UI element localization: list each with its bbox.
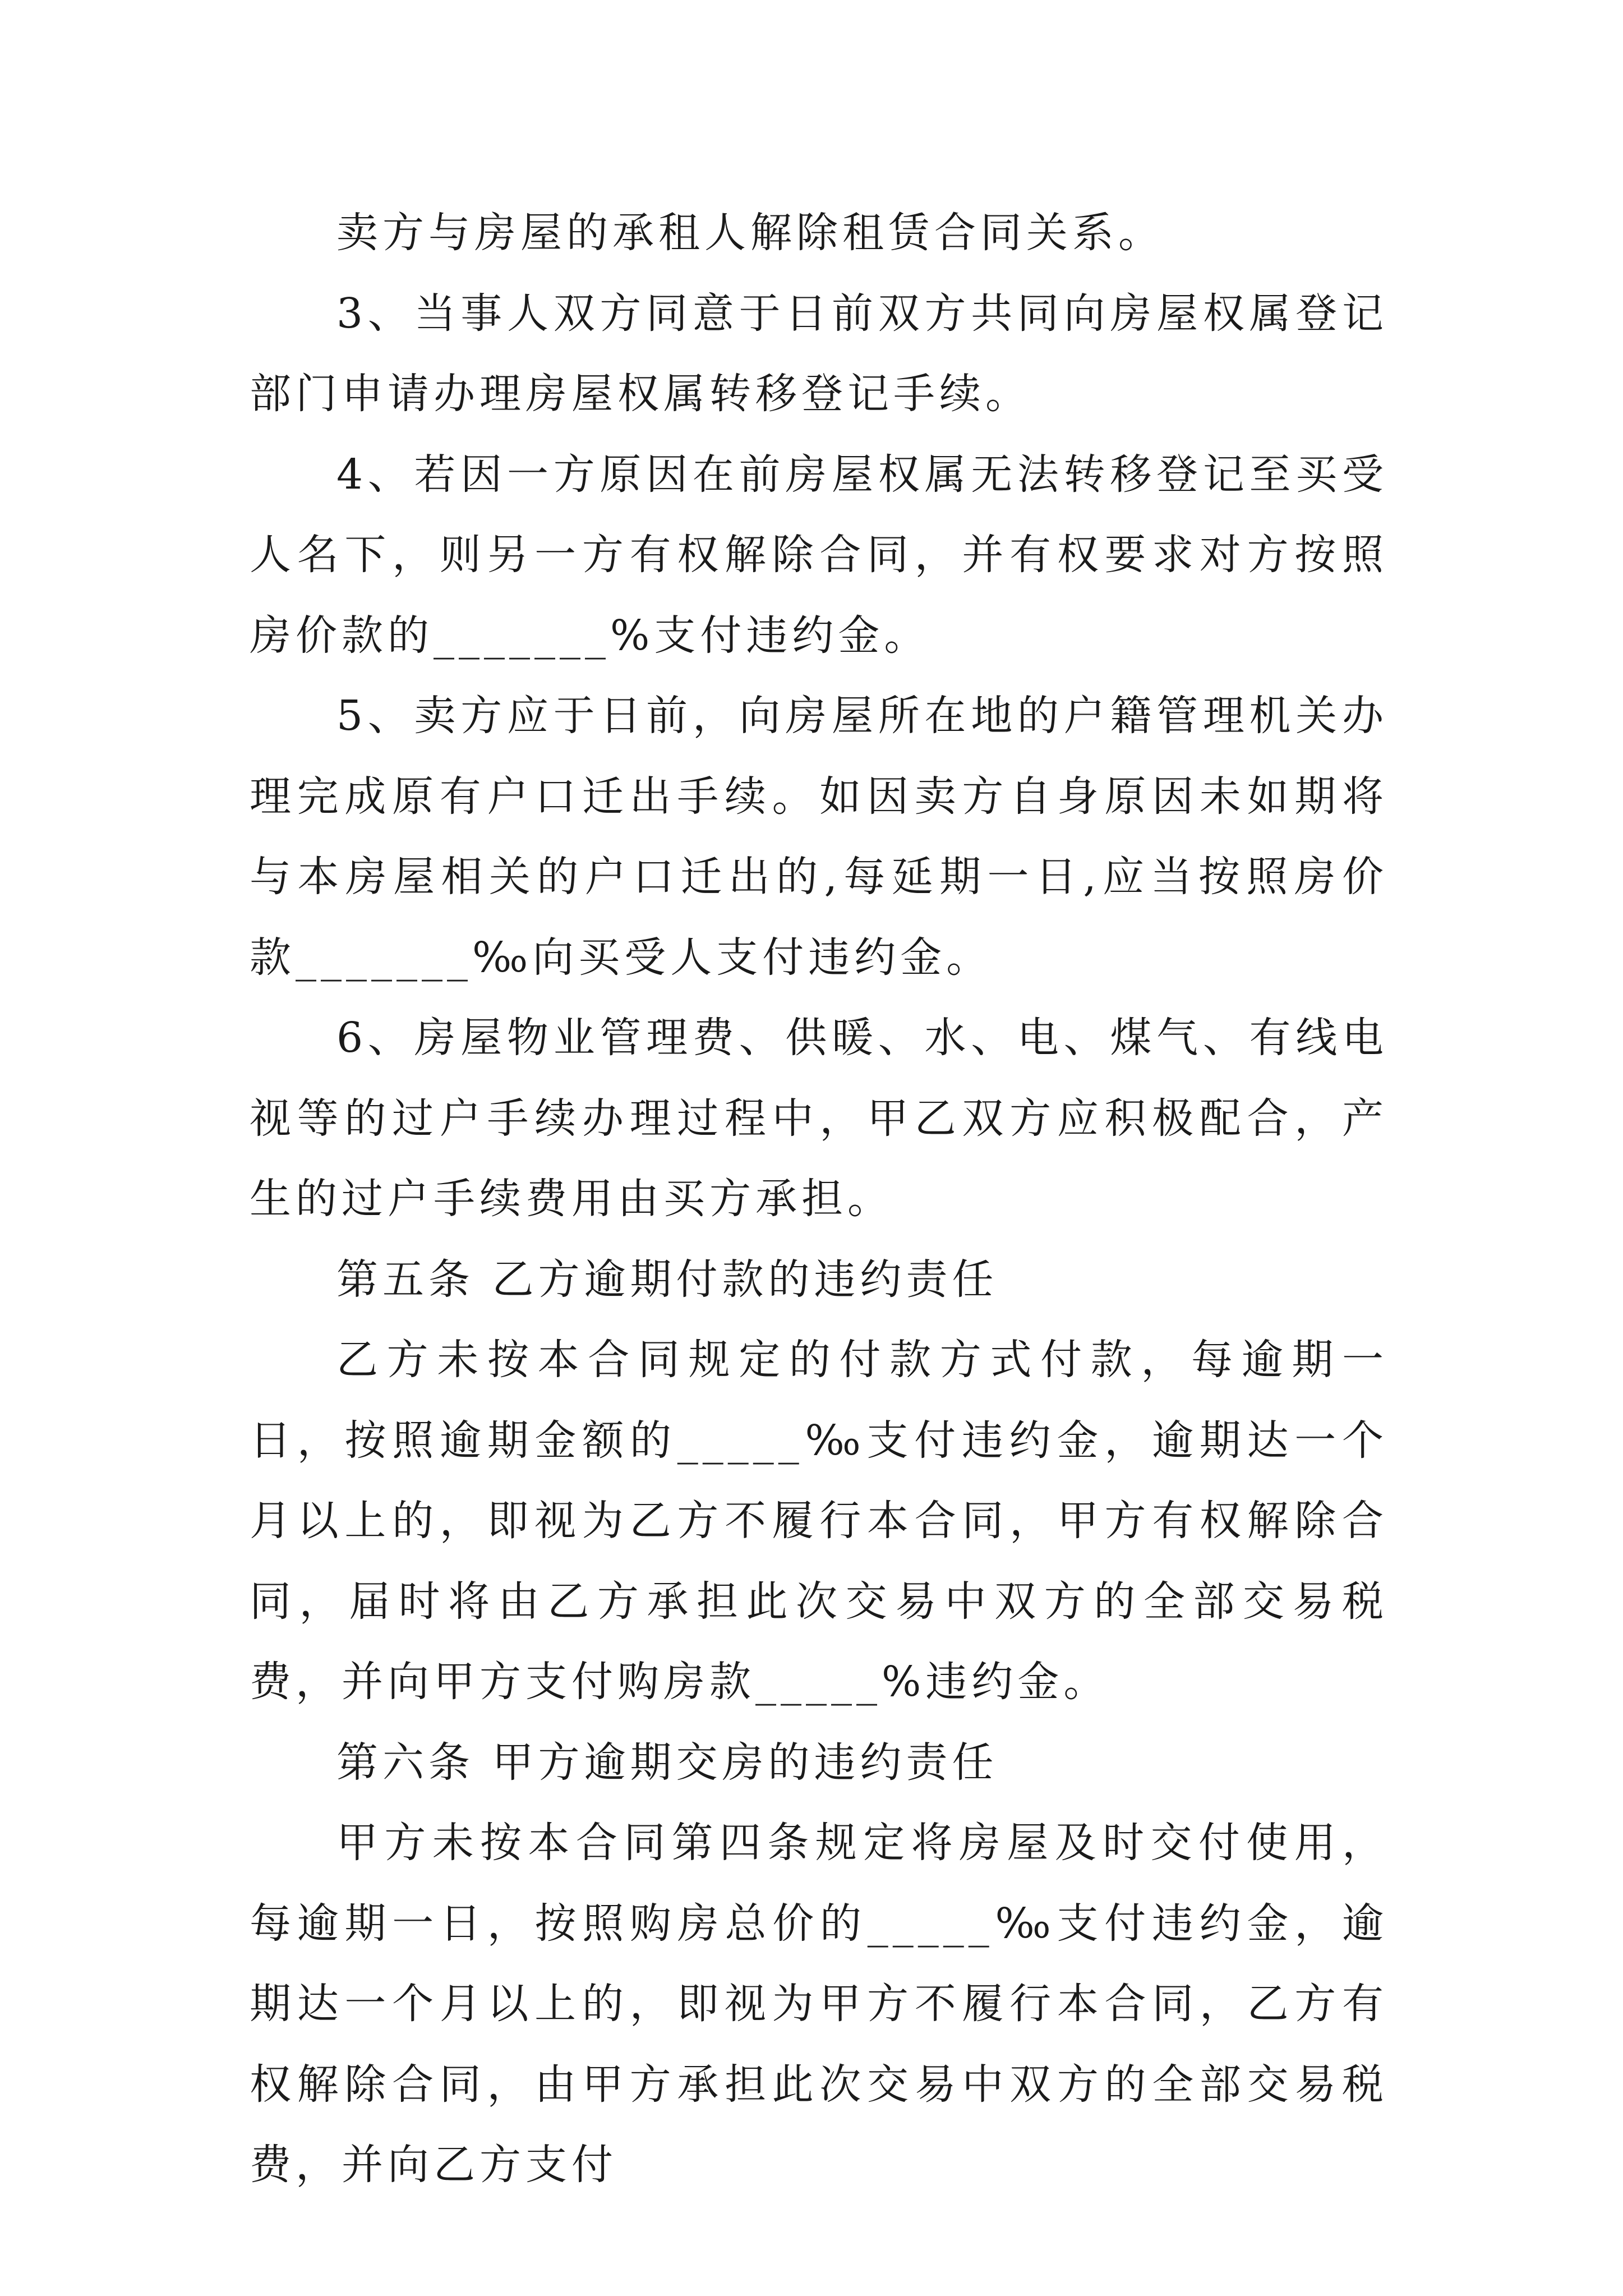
article-5-heading: 第五条 乙方逾期付款的违约责任 [336,1255,998,1304]
article-6-heading: 第六条 甲方逾期交房的违约责任 [336,1738,998,1787]
paragraph-lease-termination: 卖方与房屋的承租人解除租赁合同关系。 [336,209,1164,257]
paragraph-article-6-body: 甲方未按本合同第四条规定将房屋及时交付使用，每逾期一日，按照购房总价的_____‰支付违约金，逾期达一个月以上的，即视为甲方不履行本合同，乙方有权解除合同，由甲方承担此次交易中双方的全部交易税费，并向乙方支付 [250,1819,1388,2189]
paragraph-clause-6: 6、房屋物业管理费、供暖、水、电、煤气、有线电视等的过户手续办理过程中，甲乙双方应积极配合，产生的过户手续费用由买方承担。 [250,1014,1388,1223]
paragraph-clause-3: 3、当事人双方同意于日前双方共同向房屋权属登记部门申请办理房屋权属转移登记手续。 [250,289,1388,418]
document-body [250,193,1388,2206]
paragraph-article-5-body: 乙方未按本合同规定的付款方式付款，每逾期一日，按照逾期金额的_____‰支付违约金，逾期达一个月以上的，即视为乙方不履行本合同，甲方有权解除合同，届时将由乙方承担此次交易中双方的全部交易税费，并向甲方支付购房款_____%违约金。 [250,1336,1388,1706]
paragraph-clause-5: 5、卖方应于日前，向房屋所在地的户籍管理机关办理完成原有户口迁出手续。如因卖方自身原因未如期将与本房屋相关的户口迁出的,每延期一日,应当按照房价款_______‰向买受人支付违约金。 [250,692,1388,982]
paragraph-clause-4: 4、若因一方原因在前房屋权属无法转移登记至买受人名下，则另一方有权解除合同，并有权要求对方按照房价款的_______%支付违约金。 [250,450,1388,660]
